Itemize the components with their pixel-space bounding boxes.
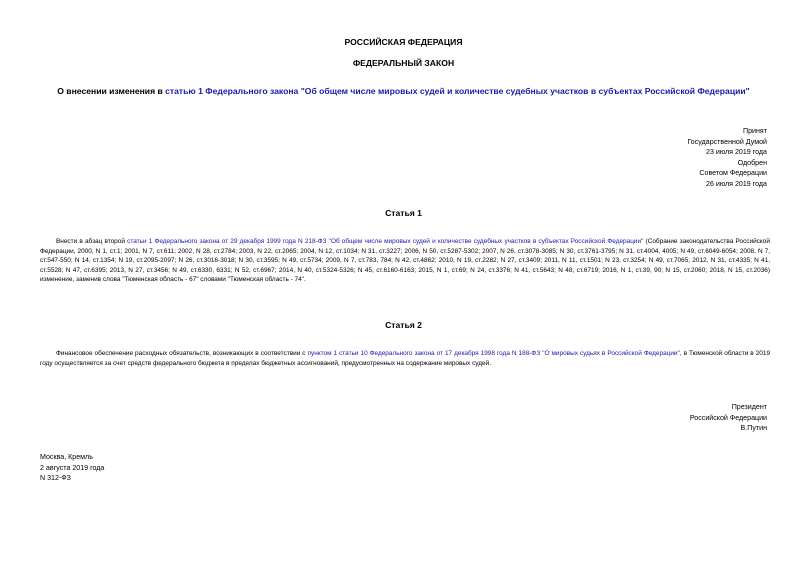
approved-label: Одобрен [737,158,767,167]
law-title [0,86,807,97]
signing-date: 2 августа 2019 года [40,463,105,472]
place-date-block [40,452,104,484]
law-type-heading: ФЕДЕРАЛЬНЫЙ ЗАКОН [352,58,455,68]
adopted-date: 23 июля 2019 года [706,148,767,157]
article-1-text-before: Внести в абзац второй [56,238,128,245]
adopted-label: Принят [742,127,767,135]
adoption-block [467,126,767,190]
signer-name: В.Путин [740,424,767,433]
article-1-text-after: (Собрание законодательства Российской Федерации, 2000, N 1, ст.1; 2001, N 7, ст.611; 2002, N 28, ст.2784; 2003, N 22, ст.2065; 2004, N 12, ст.1034; N 31, ст.3227; 2006, N 50, ст.5287-5302; 2007, N 26, ст.3078-3085; N 30, ст.3761-3795; N 31, ст.4004, 4005; N 49, ст.6049-6054; 2008, N 7, ст.547-550; N 14, ст.1354; N 19, ст.2095-2097; N 26, ст.3016-3018; N 30, ст.3595; N 49, ст.5734; 2009, N 7, ст.783, 784; N 42, ст.4862; 2010, N 19, ст.2282; N 27, ст.3409; 2011, N 11, ст.1501; N 23, ст.3254; N 49, ст.7065; 2012, N 31, ст.4335; N 41, ст.5528; N 47, ст.6395; 2013, N 27, ст.3456; N 49, ст.6330, 6331; N 52, ст.6967; 2014, N 40, ст.5324-5326; N 45, ст.6160-6163; 2015, N 1, ст.69; N 24, ст.3376; N 41, ст.5643; N 48, ст.6719; 2016, N 1, ст.39, 90; N 15, ст.2060; 2018, N 15, ст.2036) изменение, заменив слова "Тюменская область - 67" словами "Тюменская область - 74". [40,238,770,284]
signer-title: Президент [731,403,767,411]
article-2-text-before: Финансовое обеспечение расходных обязательств, возникающих в соответствии с [56,350,308,357]
article-1-text [40,237,770,285]
article-2-link[interactable]: пунктом 1 статьи 10 Федерального закона от 17 декабря 1998 года N 188-ФЗ "О мировых судьях в Российской Федерации" [307,350,680,357]
adopted-by: Государственной Думой [687,137,767,146]
article-2-text-after: , в Тюменской области в 2019 году осуществляется за счет средств федерального бюджета в пределах бюджетных ассигнований, предусмотренных на содержание мировых судей. [40,350,771,367]
article-1-title: Статья 1 [385,208,422,218]
approved-by: Советом Федерации [699,169,767,178]
signer-country: Российской Федерации [689,413,767,422]
signature-block [467,402,767,434]
article-2-text [40,349,770,368]
law-title-prefix: О внесении изменения в [57,86,166,96]
law-number: N 312-ФЗ [40,474,71,483]
article-2-title: Статья 2 [385,320,422,330]
country-heading: РОССИЙСКАЯ ФЕДЕРАЦИЯ [344,37,463,47]
law-title-link[interactable]: статью 1 Федерального закона "Об общем числе мировых судей и количестве судебных участков в субъектах Российской Федерации" [165,86,750,96]
approved-date: 26 июля 2019 года [706,179,767,188]
signing-place: Москва, Кремль [40,453,93,461]
article-1-link[interactable]: статьи 1 Федерального закона от 29 декабря 1999 года N 218-ФЗ "Об общем числе мировых судей и количестве судебных участков в субъектах Российской Федерации" [127,238,644,245]
